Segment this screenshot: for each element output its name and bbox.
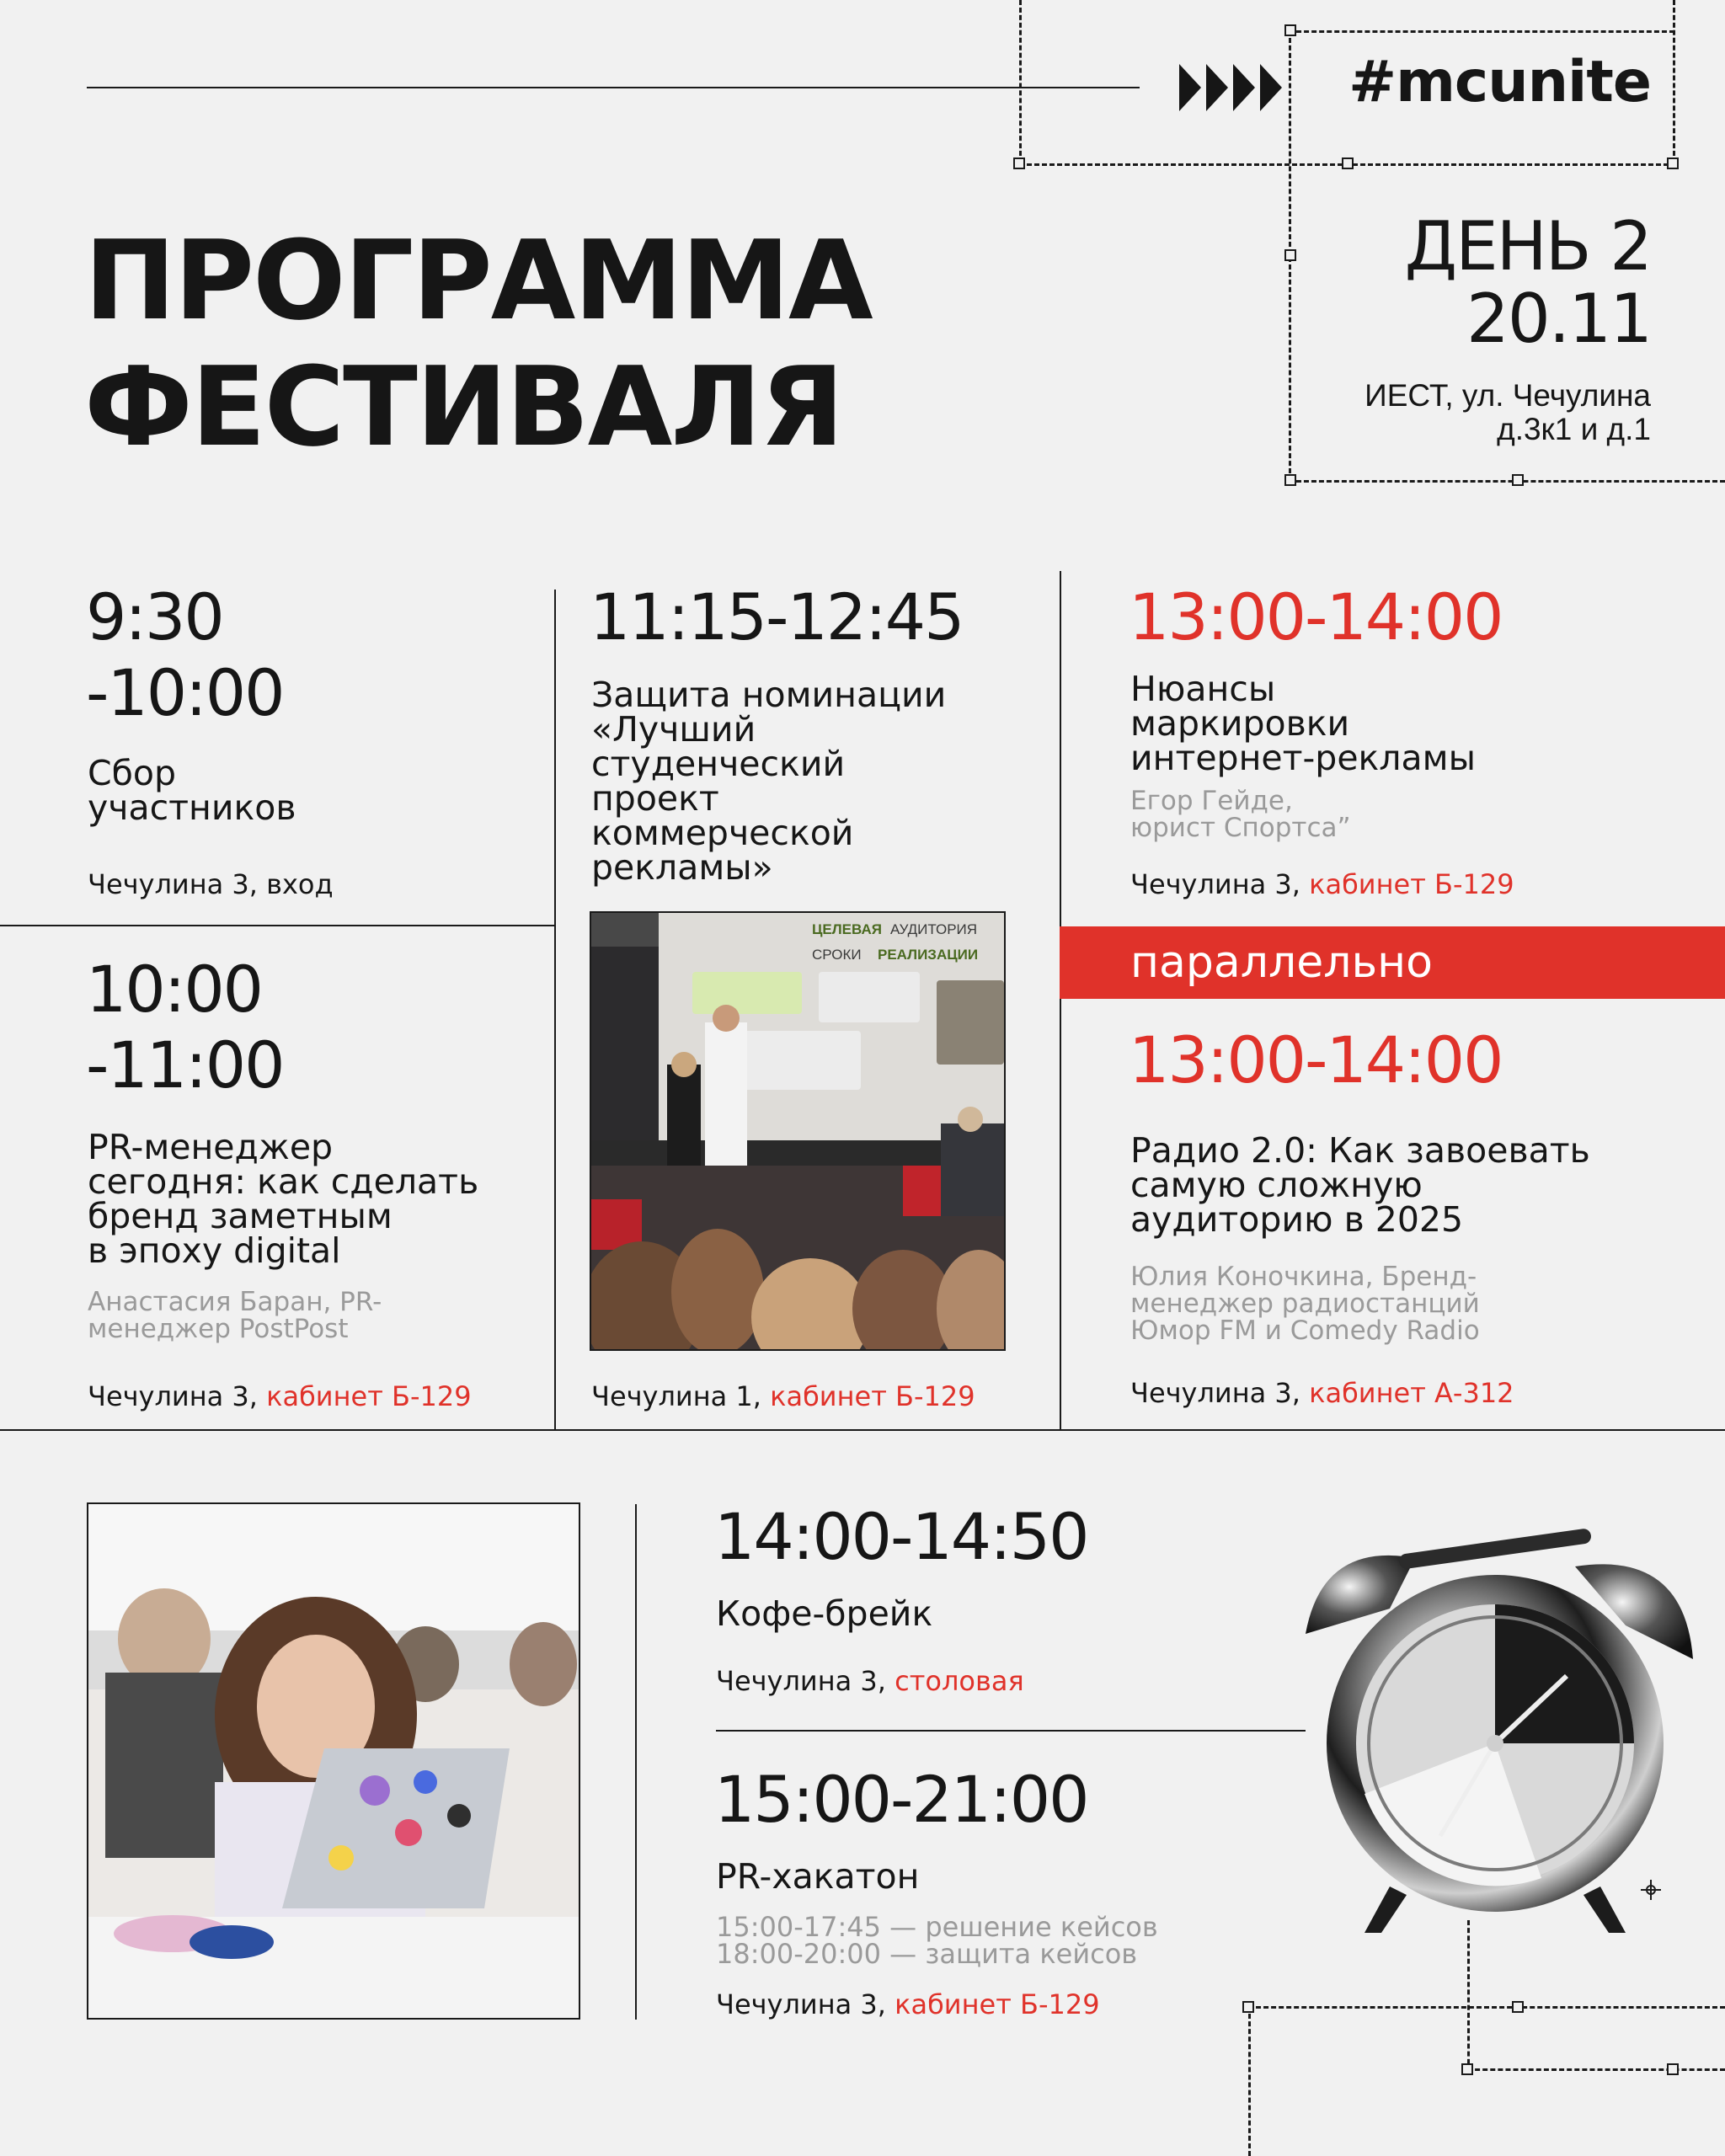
event-time: -10:00	[86, 655, 284, 730]
event-location: Чечулина 3, столовая	[716, 1665, 1024, 1697]
event-title: Радио 2.0: Как завоевать самую сложную аудиторию в 2025	[1130, 1130, 1590, 1240]
event-time: 13:00-14:00	[1129, 579, 1503, 654]
event-title: Нюансы маркировки интернет-рекламы	[1130, 669, 1476, 778]
page-title-line1: ПРОГРАММА	[84, 216, 872, 344]
student-laptop-photo	[87, 1502, 580, 2020]
frame-handle	[1284, 474, 1296, 486]
frame-handle	[1512, 474, 1524, 486]
slide-label: ЦЕЛЕВАЯ	[812, 921, 882, 937]
event-time: 11:15-12:45	[590, 579, 964, 654]
slide-label: АУДИТОРИЯ	[890, 921, 978, 937]
event-title: PR-хакатон	[716, 1856, 920, 1897]
header-rule	[87, 87, 1140, 88]
crosshair-icon	[1641, 1880, 1661, 1900]
date-label: 20.11	[1466, 280, 1651, 358]
frame-guide	[1467, 1920, 1470, 2072]
event-speaker: Юлия Коночкина, Бренд- менеджер радиостанций Юмор FM и Comedy Radio	[1130, 1262, 1480, 1346]
event-title: PR-менеджер сегодня: как сделать бренд заметным в эпоху digital	[88, 1127, 479, 1271]
day-label: ДЕНЬ 2	[1404, 207, 1651, 286]
event-location: Чечулина 3, кабинет А-312	[1130, 1377, 1514, 1409]
event-speaker: Егор Гейде, юрист Спортса”	[1130, 786, 1351, 843]
page-title-line2: ФЕСТИВАЛЯ	[84, 343, 843, 471]
event-time: 10:00	[86, 952, 263, 1027]
event-title: Защита номинации «Лучший студенческий проект коммерческой рекламы»	[591, 675, 947, 888]
event-title: Сбор участников	[88, 753, 296, 828]
address-line2: д.3к1 и д.1	[1497, 412, 1651, 446]
frame-guide	[1248, 2006, 1725, 2009]
frame-handle	[1342, 157, 1354, 169]
grid-divider	[0, 925, 556, 926]
hashtag: #mcunite	[1348, 49, 1651, 115]
parallel-label: параллельно	[1130, 937, 1433, 988]
frame-handle	[1667, 157, 1679, 169]
frame-guide	[1289, 30, 1674, 33]
frame-guide	[1248, 2006, 1251, 2156]
frame-guide	[1289, 480, 1725, 483]
event-time: 13:00-14:00	[1129, 1022, 1503, 1097]
grid-divider	[635, 1504, 637, 2020]
event-location: Чечулина 3, кабинет Б-129	[1130, 868, 1514, 900]
event-time: 14:00-14:50	[714, 1499, 1088, 1574]
parallel-banner	[1060, 926, 1725, 999]
event-location: Чечулина 1, кабинет Б-129	[591, 1380, 975, 1412]
event-time: 15:00-21:00	[714, 1762, 1088, 1837]
frame-handle	[1512, 2001, 1524, 2013]
event-location: Чечулина 3, вход	[88, 868, 334, 900]
grid-divider	[554, 590, 556, 1430]
frame-handle	[1461, 2063, 1473, 2075]
event-schedule: 15:00-17:45 — решение кейсов 18:00-20:00 — защита кейсов	[716, 1911, 1158, 1970]
event-title: Кофе-брейк	[716, 1593, 933, 1634]
grid-divider	[716, 1730, 1306, 1732]
event-time: 9:30	[86, 579, 223, 654]
frame-guide	[1019, 0, 1022, 163]
frame-handle	[1284, 24, 1296, 36]
grid-divider	[1060, 571, 1061, 1430]
frame-guide	[1673, 0, 1675, 163]
arrows-icon	[1179, 64, 1289, 111]
slide-label: СРОКИ	[812, 947, 862, 963]
frame-handle	[1667, 2063, 1679, 2075]
address-line1: ИЕСТ, ул. Чечулина	[1365, 378, 1651, 413]
event-location: Чечулина 3, кабинет Б-129	[716, 1988, 1100, 2020]
grid-divider	[0, 1429, 1725, 1431]
slide-label: РЕАЛИЗАЦИИ	[878, 947, 979, 963]
frame-handle	[1242, 2001, 1254, 2013]
frame-handle	[1013, 157, 1025, 169]
frame-guide	[1467, 2068, 1725, 2071]
event-time: -11:00	[86, 1027, 284, 1102]
presentation-photo	[590, 911, 1006, 1351]
event-speaker: Анастасия Баран, PR- менеджер PostPost	[88, 1287, 382, 1344]
event-location: Чечулина 3, кабинет Б-129	[88, 1380, 472, 1412]
